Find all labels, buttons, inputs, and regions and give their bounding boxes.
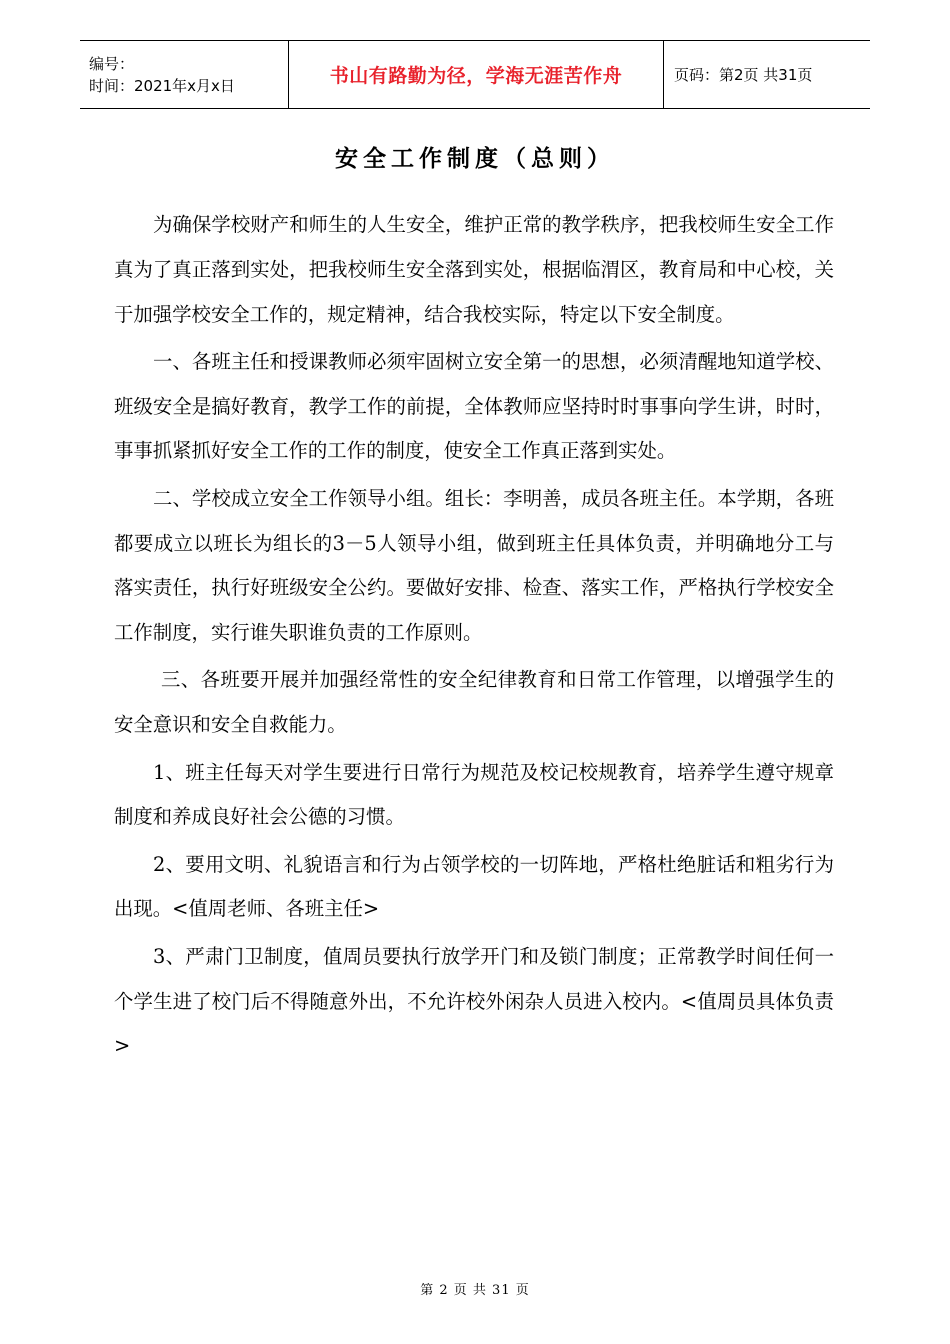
document-number: 编号： [89,54,135,73]
page-footer [0,1279,950,1298]
paragraph-item-3: 3、严肃门卫制度，值周员要执行放学开门和及锁门制度；正常教学时间任何一个学生进了校门后不得随意外出，不允许校外闲杂人员进入校内。<值周员具体负责> [114,944,834,1058]
document-body [114,203,834,1069]
header-meta-cell [80,41,289,109]
document-title: 安全工作制度（总则） [335,146,615,172]
paragraph-section-1: 一、各班主任和授课教师必须牢固树立安全第一的思想，必须清醒地知道学校、班级安全是搞好教育，教学工作的前提，全体教师应坚持时时事事向学生讲，时时，事事抓紧抓好安全工作的工作的制度，使安全工作真正落到实处。 [114,349,834,463]
paragraph-intro: 为确保学校财产和师生的人生安全，维护正常的教学秩序，把我校师生安全工作真为了真正落到实处，把我校师生安全落到实处，根据临渭区，教育局和中心校，关于加强学校安全工作的，规定精神，结合我校实际，特定以下安全制度。 [114,213,834,326]
header-motto: 书山有路勤为径，学海无涯苦作舟 [289,41,664,109]
paragraph-item-2: 2、要用文明、礼貌语言和行为占领学校的一切阵地，严格杜绝脏话和粗劣行为出现。<值周老师、各班主任> [114,852,834,921]
document-date: 时间：2021年x月x日 [89,76,235,95]
header-page-number: 页码：第2页 共31页 [664,41,871,109]
document-header [80,40,870,109]
paragraph-item-1: 1、班主任每天对学生要进行日常行为规范及校记校规教育，培养学生遵守规章制度和养成良好社会公德的习惯。 [114,760,834,829]
footer-page-number: 第 2 页 共 31 页 [420,1283,530,1298]
paragraph-section-2: 二、学校成立安全工作领导小组。组长：李明善，成员各班主任。本学期，各班都要成立以班长为组长的3－5人领导小组，做到班主任具体负责，并明确地分工与落实责任，执行好班级安全公约。要做好安排、检查、落实工作，严格执行学校安全工作制度，实行谁失职谁负责的工作原则。 [114,486,834,645]
paragraph-section-3: 三、各班要开展并加强经常性的安全纪律教育和日常工作管理，以增强学生的安全意识和安全自救能力。 [114,668,834,737]
